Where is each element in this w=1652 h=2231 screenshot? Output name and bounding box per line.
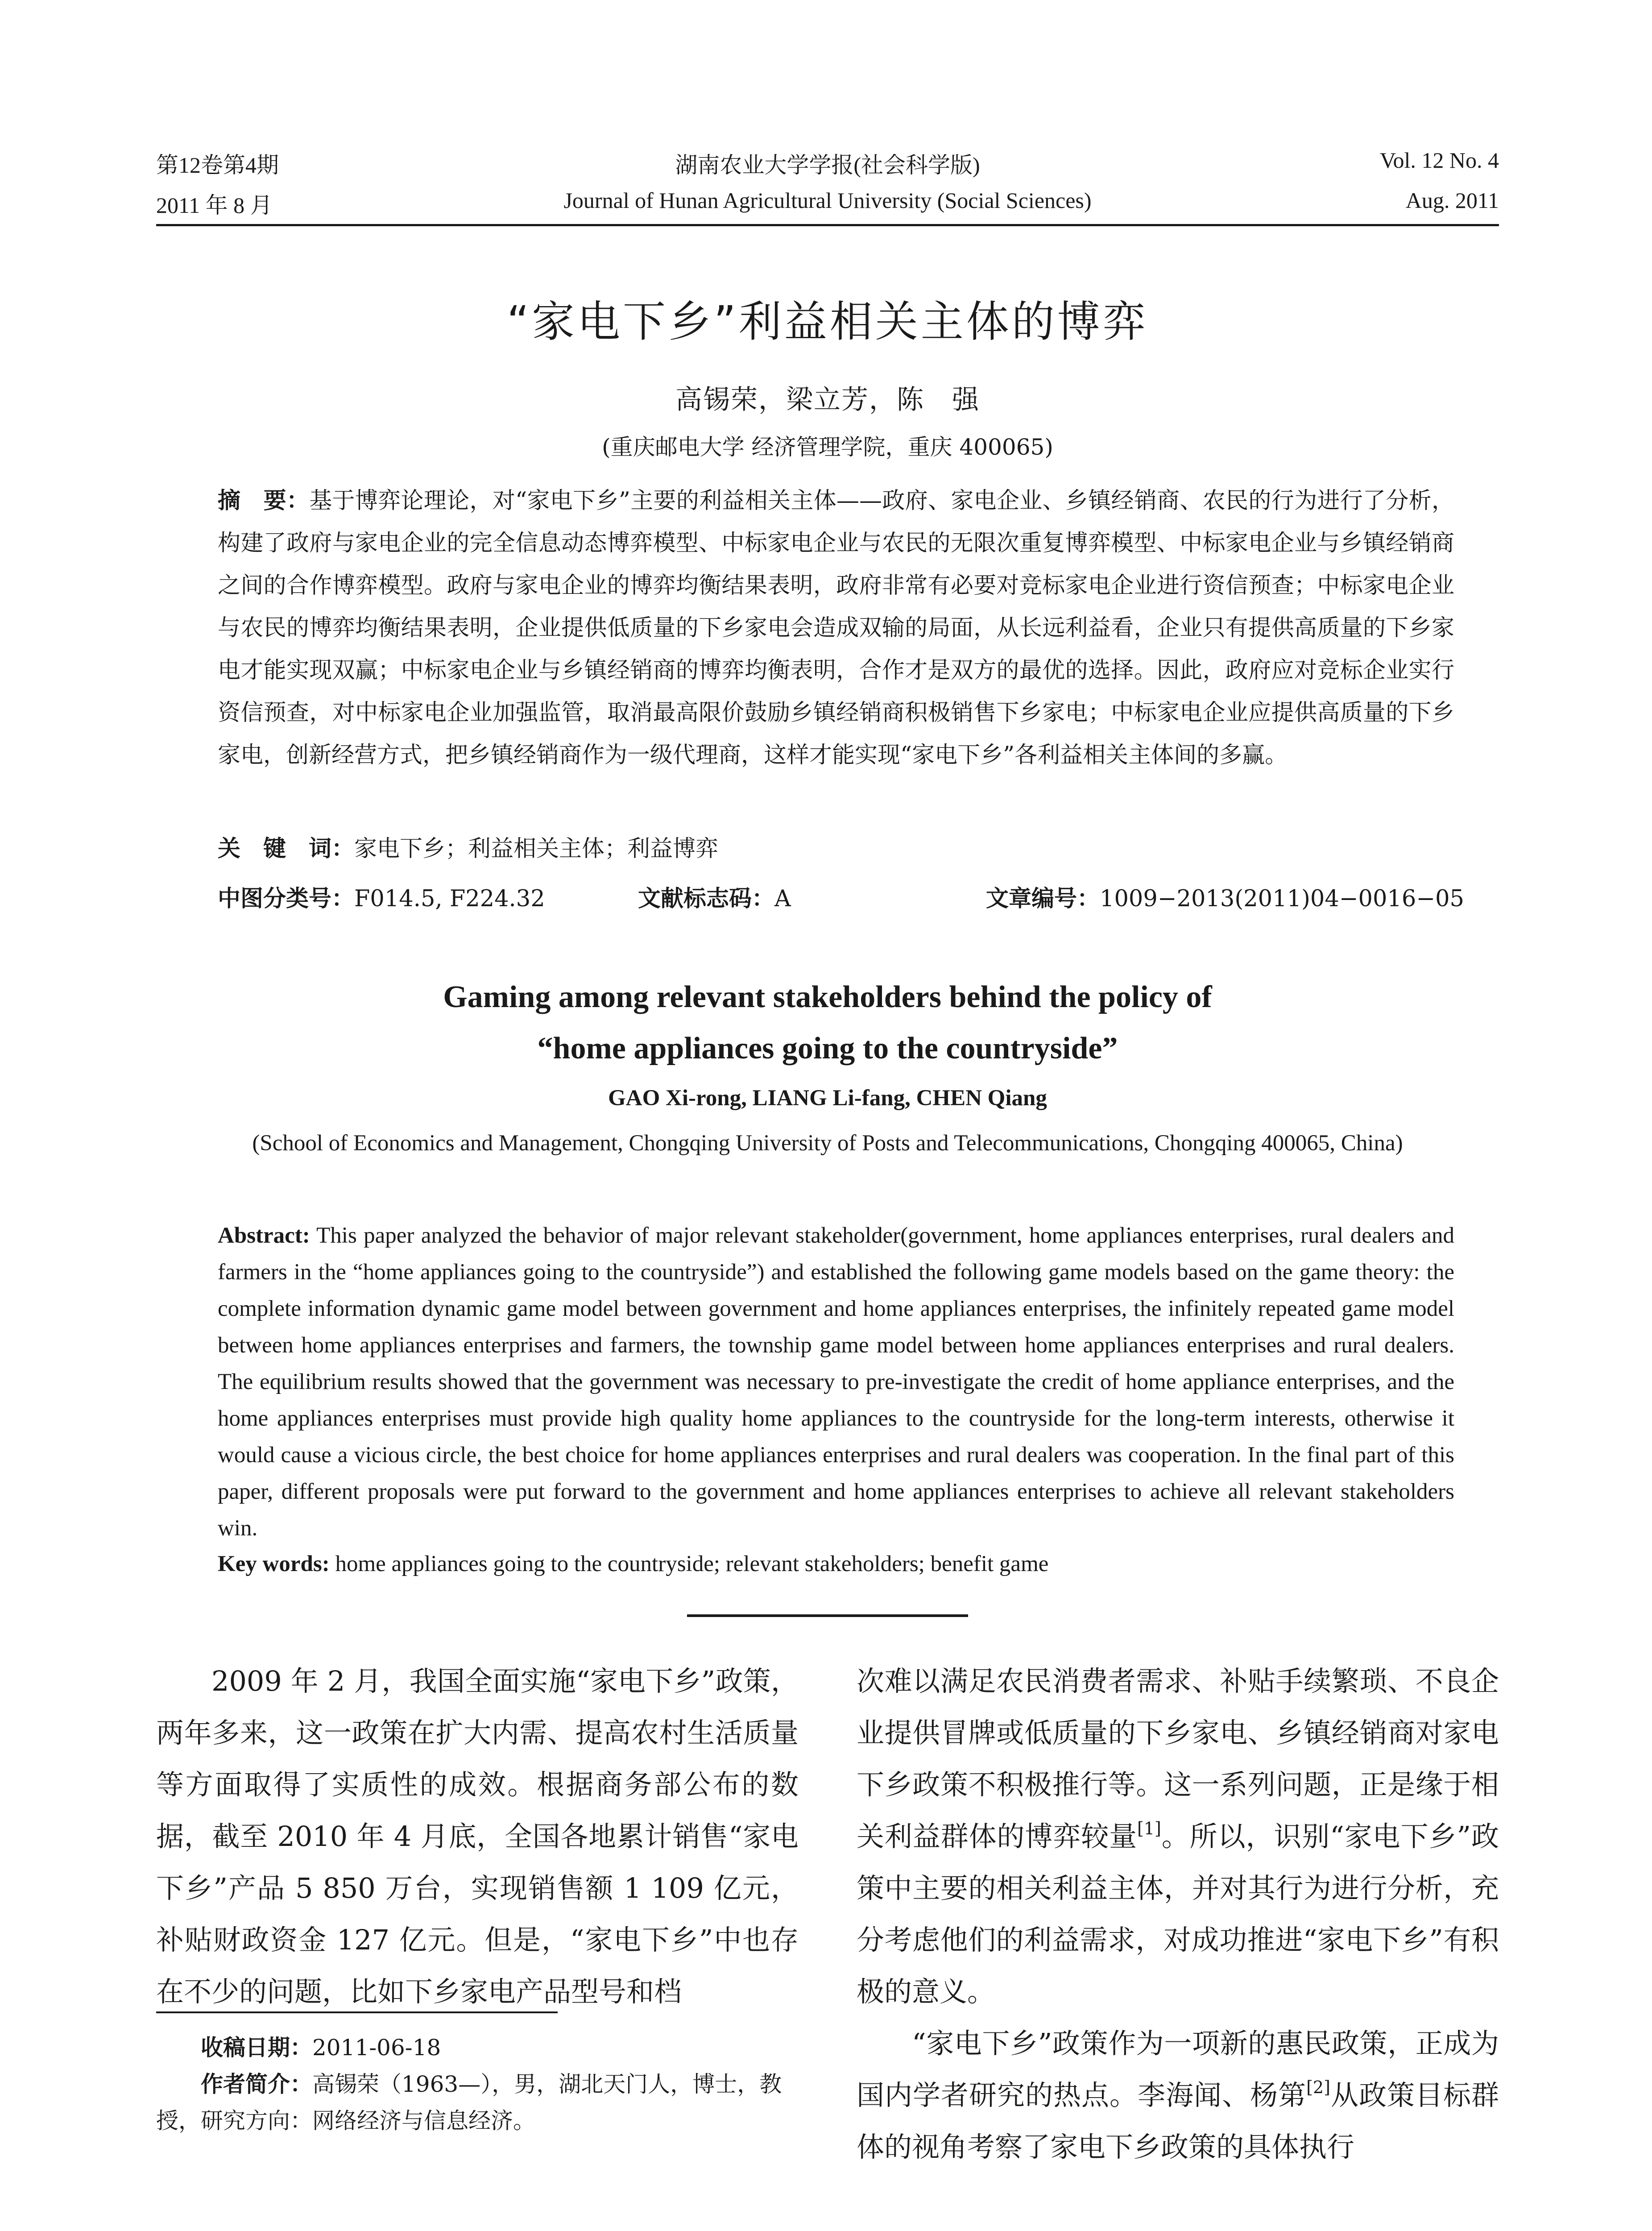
reference-marker[interactable]: [1] — [1137, 1819, 1161, 1838]
received-label: 收稿日期： — [201, 2035, 312, 2061]
author-bio — [156, 2066, 799, 2139]
abstract-cn-label: 摘 要： — [218, 488, 310, 514]
footnote-rule — [156, 2011, 558, 2013]
paper-title-en-line1: Gaming among relevant stakeholders behind the policy of — [443, 980, 1212, 1014]
author-bio-text: 高锡荣（1963—），男，湖北天门人，博士，教授，研究方向：网络经济与信息经济。 — [156, 2071, 782, 2134]
reference-marker[interactable]: [2] — [1306, 2078, 1330, 2097]
abstract-en-text: This paper analyzed the behavior of major relevant stakeholder(government, home appliances enterprises, rural dealers and farmers in the “home appliances going to the countryside”) and established the following game models based on the game theory: the complete information dynamic game model between government and home appliances enterprises, the infinitely repeated game model between home appliances enterprises and farmers, the township game model between home appliances enterprises and rural dealers. The equilibrium results showed that the government was necessary to pre-investigate the credit of home appliance enterprises, and the home appliances enterprises must provide high quality home appliances to the countryside for the long-term interests, otherwise it would cause a vicious circle, the best choice for home appliances enterprises and rural dealers was cooperation. In the final part of this paper, different proposals were put forward to the government and home appliances enterprises to achieve all relevant stakeholders win. — [218, 1223, 1454, 1541]
keywords-cn — [218, 830, 718, 863]
keywords-en — [218, 1551, 1048, 1577]
abstract-cn-text: 基于博弈论理论，对“家电下乡”主要的利益相关主体——政府、家电企业、乡镇经销商、农民的行为进行了分析，构建了政府与家电企业的完全信息动态博弈模型、中标家电企业与农民的无限次重复博弈模型、中标家电企业与乡镇经销商之间的合作博弈模型。政府与家电企业的博弈均衡结果表明，政府非常有必要对竞标家电企业进行资信预查；中标家电企业与农民的博弈均衡结果表明，企业提供低质量的下乡家电会造成双输的局面，从长远利益看，企业只有提供高质量的下乡家电才能实现双赢；中标家电企业与乡镇经销商的博弈均衡表明，合作才是双方的最优的选择。因此，政府应对竞标企业实行资信预查，对中标家电企业加强监管，取消最高限价鼓励乡镇经销商积极销售下乡家电；中标家电企业应提供高质量的下乡家电，创新经营方式，把乡镇经销商作为一级代理商，这样才能实现“家电下乡”各利益相关主体间的多赢。 — [218, 488, 1454, 768]
classification-number — [218, 880, 545, 913]
authors-cn: 高锡荣，梁立芳，陈 强 — [675, 384, 980, 415]
paper-title-en-line2: “home appliances going to the countryside” — [537, 1031, 1118, 1066]
class-label: 中图分类号： — [218, 886, 355, 912]
doc-code-value: A — [774, 886, 791, 912]
para-text: 。所以，识别“家电下乡”政策中主要的相关利益主体，并对其行为进行分析，充分考虑他们的利益需求，对成功推进“家电下乡”有积极的意义。 — [857, 1820, 1499, 2008]
header-rule — [156, 224, 1499, 226]
author-bio-label: 作者简介： — [201, 2071, 312, 2097]
para-text: 次难以满足农民消费者需求、补贴手续繁琐、不良企业提供冒牌或低质量的下乡家电、乡镇经销商对家电下乡政策不积极推行等。这一系列问题，正是缘于相关利益群体的博弈较量 — [857, 1665, 1499, 1853]
received-date — [156, 2029, 799, 2066]
keywords-cn-label: 关 键 词： — [218, 836, 355, 862]
class-value: F014.5, F224.32 — [354, 886, 545, 912]
doc-code-label: 文献标志码： — [638, 886, 775, 912]
abstract-en-label: Abstract: — [218, 1223, 310, 1248]
volume-issue: 第12卷第4期 — [156, 153, 279, 178]
affiliation-en: (School of Economics and Management, Chongqing University of Posts and Telecommunications, Chongqing 400065, China) — [252, 1131, 1403, 1156]
journal-name-en: Journal of Hunan Agricultural University (Social Sciences) — [563, 188, 1092, 213]
body-column-left — [156, 1655, 799, 2018]
received-value: 2011-06-18 — [312, 2035, 441, 2061]
issue-date-cn: 2011 年 8 月 — [156, 193, 273, 218]
document-code — [638, 880, 791, 913]
body-paragraph: 2009 年 2 月，我国全面实施“家电下乡”政策，两年多来，这一政策在扩大内需、提高农村生活质量等方面取得了实质性的成效。根据商务部公布的数据，截至 2010 年 4 月底，全国各地累计销售“家电下乡”产品 5 850 万台，实现销售额 1 109 亿元，补贴财政资金 127 亿元。但是，“家电下乡”中也存在不少的问题，比如下乡家电产品型号和档 — [156, 1665, 799, 2008]
abstract-en — [218, 1217, 1454, 1547]
header-row-1 — [156, 147, 1499, 178]
authors-en: GAO Xi-rong, LIANG Li-fang, CHEN Qiang — [608, 1086, 1047, 1111]
para-text: 从政策目标群体的视角考察了家电下乡政策的具体执行 — [857, 2079, 1499, 2163]
journal-name-cn: 湖南农业大学学报(社会科学版) — [675, 153, 980, 178]
paper-title-cn: “家电下乡”利益相关主体的博弈 — [507, 297, 1148, 347]
volume-issue-en: Vol. 12 No. 4 — [1379, 148, 1499, 173]
footnote — [156, 2029, 799, 2139]
affiliation-cn: (重庆邮电大学 经济管理学院，重庆 400065) — [602, 434, 1053, 460]
keywords-cn-text: 家电下乡；利益相关主体；利益博弈 — [354, 836, 719, 862]
article-number-label: 文章编号： — [986, 886, 1100, 912]
article-number — [986, 880, 1464, 913]
para-text: “家电下乡”政策作为一项新的惠民政策，正成为国内学者研究的热点。李海闻、杨第 — [857, 2027, 1499, 2111]
keywords-en-text: home appliances going to the countryside; relevant stakeholders; benefit game — [335, 1551, 1049, 1576]
abstract-cn — [218, 480, 1454, 776]
body-column-right — [857, 1655, 1499, 2173]
body-paragraph — [857, 2018, 1499, 2173]
issue-date-en: Aug. 2011 — [1405, 188, 1499, 213]
section-divider — [687, 1614, 968, 1617]
article-number-value: 1009−2013(2011)04−0016−05 — [1100, 886, 1464, 912]
keywords-en-label: Key words: — [218, 1551, 330, 1576]
header-row-2 — [156, 187, 1499, 219]
body-paragraph — [857, 1655, 1499, 2018]
